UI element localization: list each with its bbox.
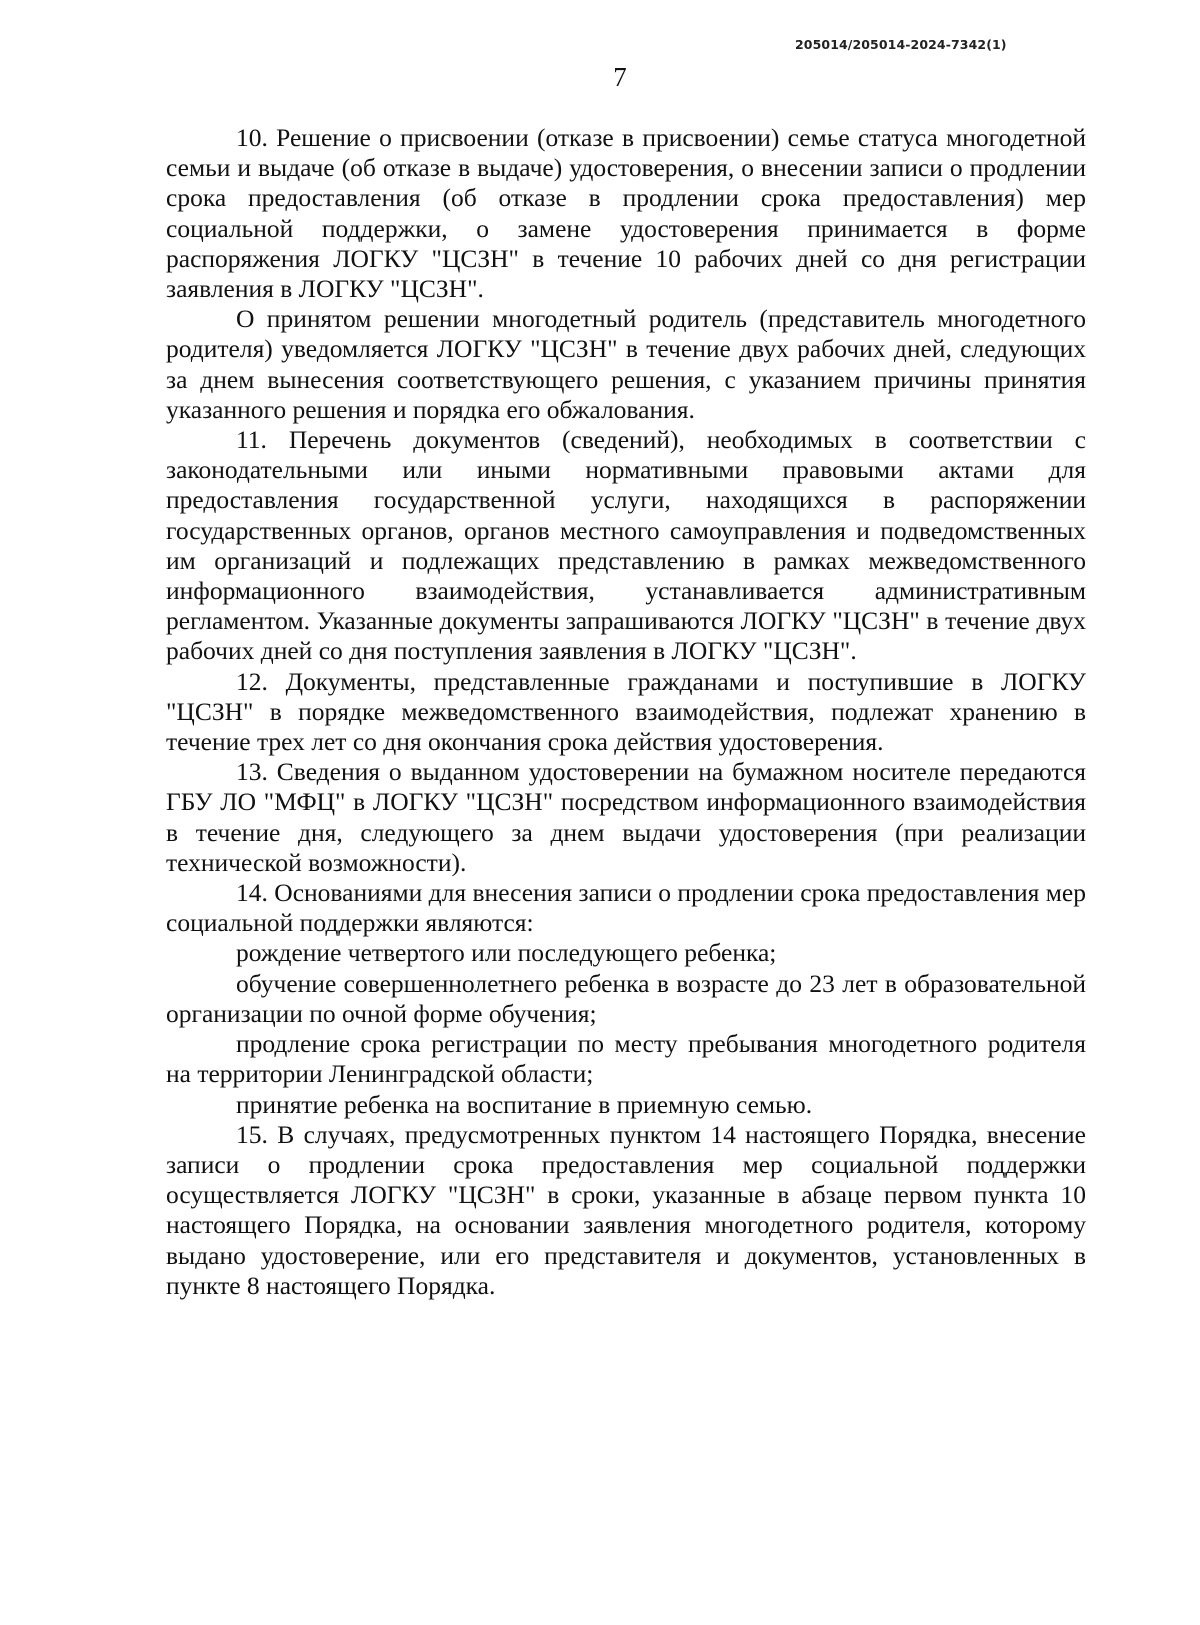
paragraph-10-notification: О принятом решении многодетный родитель (представитель многодетного родителя) уведомляется ЛОГКУ "ЦСЗН" в течение двух рабочих дней, следующих за днем вынесения соответствующего решения, с указанием причины принятия указанного решения и порядка его обжалования.	[166, 304, 1086, 424]
document-body	[166, 123, 1086, 1301]
paragraph-14-ground-registration: продление срока регистрации по месту пребывания многодетного родителя на территории Ленинградской области;	[166, 1029, 1086, 1089]
paragraph-14-ground-foster: принятие ребенка на воспитание в приемную семью.	[236, 1089, 813, 1119]
paragraph-10-decision: 10. Решение о присвоении (отказе в присвоении) семье статуса многодетной семьи и выдаче (об отказе в выдаче) удостоверения, о внесении записи о продлении срока предоставления (об отказе в продлении срока предоставления) мер социальной поддержки, о замене удостоверения принимается в форме распоряжения ЛОГКУ "ЦСЗН" в течение 10 рабочих дней со дня регистрации заявления в ЛОГКУ "ЦСЗН".	[166, 123, 1086, 304]
paragraph-12-storage: 12. Документы, представленные гражданами и поступившие в ЛОГКУ "ЦСЗН" в порядке межведомственного взаимодействия, подлежат хранению в течение трех лет со дня окончания срока действия удостоверения.	[166, 666, 1086, 757]
paragraph-13-certificate-info: 13. Сведения о выданном удостоверении на бумажном носителе передаются ГБУ ЛО "МФЦ" в ЛОГКУ "ЦСЗН" посредством информационного взаимодействия в течение дня, следующего за днем выдачи удостоверения (при реализации технической возможности).	[166, 757, 1086, 877]
page-number: 7	[613, 62, 627, 92]
paragraph-11-document-list: 11. Перечень документов (сведений), необходимых в соответствии с законодательными или иными нормативными правовыми актами для предоставления государственной услуги, находящихся в распоряжении государственных органов, органов местного самоуправления и подведомственных им организаций и подлежащих представлению в рамках межведомственного информационного взаимодействия, устанавливается административным регламентом. Указанные документы запрашиваются ЛОГКУ "ЦСЗН" в течение двух рабочих дней со дня поступления заявления в ЛОГКУ "ЦСЗН".	[166, 425, 1086, 666]
paragraph-15-extension: 15. В случаях, предусмотренных пунктом 14 настоящего Порядка, внесение записи о продлении срока предоставления мер социальной поддержки осуществляется ЛОГКУ "ЦСЗН" в сроки, указанные в абзаце первом пункта 10 настоящего Порядка, на основании заявления многодетного родителя, которому выдано удостоверение, или его представителя и документов, установленных в пункте 8 настоящего Порядка.	[166, 1119, 1086, 1300]
paragraph-14-grounds: 14. Основаниями для внесения записи о продлении срока предоставления мер социальной поддержки являются:	[166, 878, 1086, 938]
paragraph-14-ground-birth: рождение четвертого или последующего ребенка;	[236, 938, 777, 968]
paragraph-14-ground-education: обучение совершеннолетнего ребенка в возрасте до 23 лет в образовательной организации по очной форме обучения;	[166, 968, 1086, 1028]
document-registration-number: 205014/205014-2024-7342(1)	[795, 37, 1007, 52]
